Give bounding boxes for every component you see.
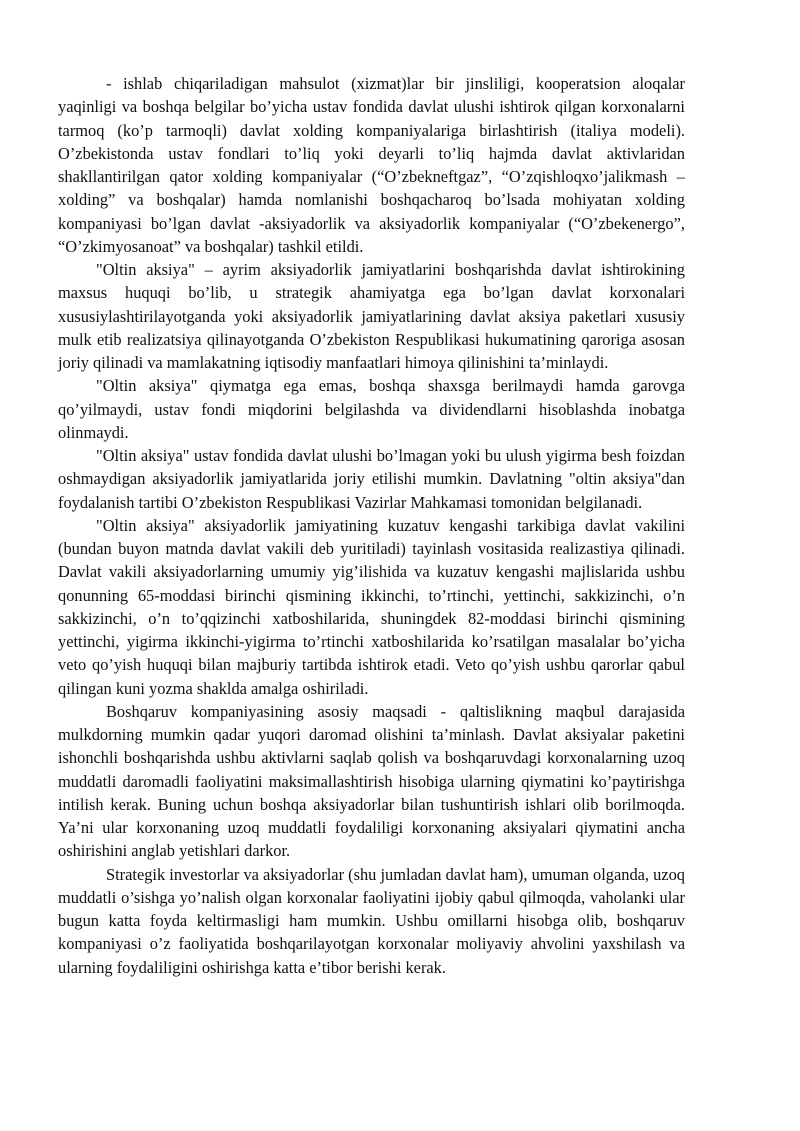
paragraph-golden-share-value: "Oltin aksiya" qiymatga ega emas, boshqa shaxsga berilmaydi hamda garovga qo’yilmaydi, ustav fondi miqdorini belgilashda va dividendlarni hisoblashda inobatga olinmaydi. [58, 376, 685, 442]
paragraph-holding-models: - ishlab chiqariladigan mahsulot (xizmat)lar bir jinsliligi, kooperatsion aloqalar yaqinligi va boshqa belgilar bo’yicha ustav fondida davlat ulushi ishtirok qilgan korxonalarni tarmoq (ko’p tarmoqli) davlat xolding kompaniyalariga birlashtirish (italiya modeli). O’zbekistonda ustav fondlari to’liq yoki deyarli to’liq hajmda davlat aktivlaridan shakllantirilgan qator xolding kompaniyalar (“O’zbekneftgaz”, “O’zqishloqxo’jalikmash – xolding” va boshqalar) hamda nomlanishi boshqacharoq bo’lsada mohiyatan xolding kompaniyasi bo’lgan davlat -aksiyadorlik va aksiyadorlik kompaniyalar (“O’zbekenergo”, “O’zkimyosanoat” va boshqalar) tashkil etildi. [58, 74, 685, 256]
paragraph-golden-share-definition: "Oltin aksiya" – ayrim aksiyadorlik jamiyatlarini boshqarishda davlat ishtirokining maxsus huquqi bo’lib, u strategik ahamiyatga ega bo’lgan davlat korxonalari xususiylashtirilayotganda yoki aksiyadorlik jamiyatlarining davlat aksiya paketlari xususiy mulk etib realizatsiya qilinayotganda O’zbekiston Respublikasi hukumatining qaroriga asosan joriy qilinadi va mamlakatning iqtisodiy manfaatlari himoya qilinishini ta’minlaydi. [58, 260, 685, 372]
paragraph-management-company-goal: Boshqaruv kompaniyasining asosiy maqsadi - qaltislikning maqbul darajasida mulkdorning mumkin qadar yuqori daromad olishini ta’minlash. Davlat aksiyalar paketini ishonchli boshqarishda ushbu aktivlarni saqlab qolish va boshqaruvdagi korxonalarning uzoq muddatli daromadli faoliyatini maksimallashtirish hisobiga ularning qiymatini ko’paytirishga intilish kerak. Buning uchun boshqa aksiyadorlar bilan tushuntirish ishlari olib borilmoqda. Ya’ni ular korxonaning uzoq muddatli foydaliligi korxonaning aksiyalari qiymatini ancha oshirishini anglab yetishlari darkor. [58, 701, 685, 861]
paragraph-strategic-investors: Strategik investorlar va aksiyadorlar (shu jumladan davlat ham), umuman olganda, uzoq muddatli o’sishga yo’nalish olgan korxonalar faoliyatini ijobiy qabul qilmoqda, vaholanki ular bugun katta foyda keltirmasligi ham mumkin. Ushbu omillarni hisobga olib, boshqaruv kompaniyasi o’z faoliyatida boshqarilayotgan korxonalar moliyaviy ahvolini yaxshilash va ularning foydaliligini oshirishga katta e’tibor berishi kerak. [58, 864, 685, 977]
paragraph-state-representative: "Oltin aksiya" aksiyadorlik jamiyatining kuzatuv kengashi tarkibiga davlat vakilini (bundan buyon matnda davlat vakili deb yuritiladi) tayinlash vositasida realizastiya qilinadi. Davlat vakili aksiyadorlarning umumiy yig’ilishida va kuzatuv kengashi majlislarida ushbu qonunning 65-moddasi birinchi qismining ikkinchi, to’rtinchi, yettinchi, sakkizinchi, o’n sakkizinchi, o’n to’qqizinchi xatboshilarida, shuningdek 82-moddasi birinchi qismining yettinchi, yigirma ikkinchi-yigirma to’rtinchi xatboshilarida ko’rsatilgan masalalar bo’yicha veto qo’yish huquqi bilan majburiy tartibda ishtirok etadi. Veto qo’yish ushbu qarorlar qabul qilingan kuni yozma shaklda amalga oshiriladi. [58, 515, 685, 698]
document-page [58, 72, 685, 979]
paragraph-golden-share-scope: "Oltin aksiya" ustav fondida davlat ulushi bo’lmagan yoki bu ulush yigirma besh foizdan oshmaydigan aksiyadorlik jamiyatlarida joriy etilishi mumkin. Davlatning "oltin aksiya"dan foydalanish tartibi O’zbekiston Respublikasi Vazirlar Mahkamasi tomonidan belgilanadi. [58, 446, 685, 512]
